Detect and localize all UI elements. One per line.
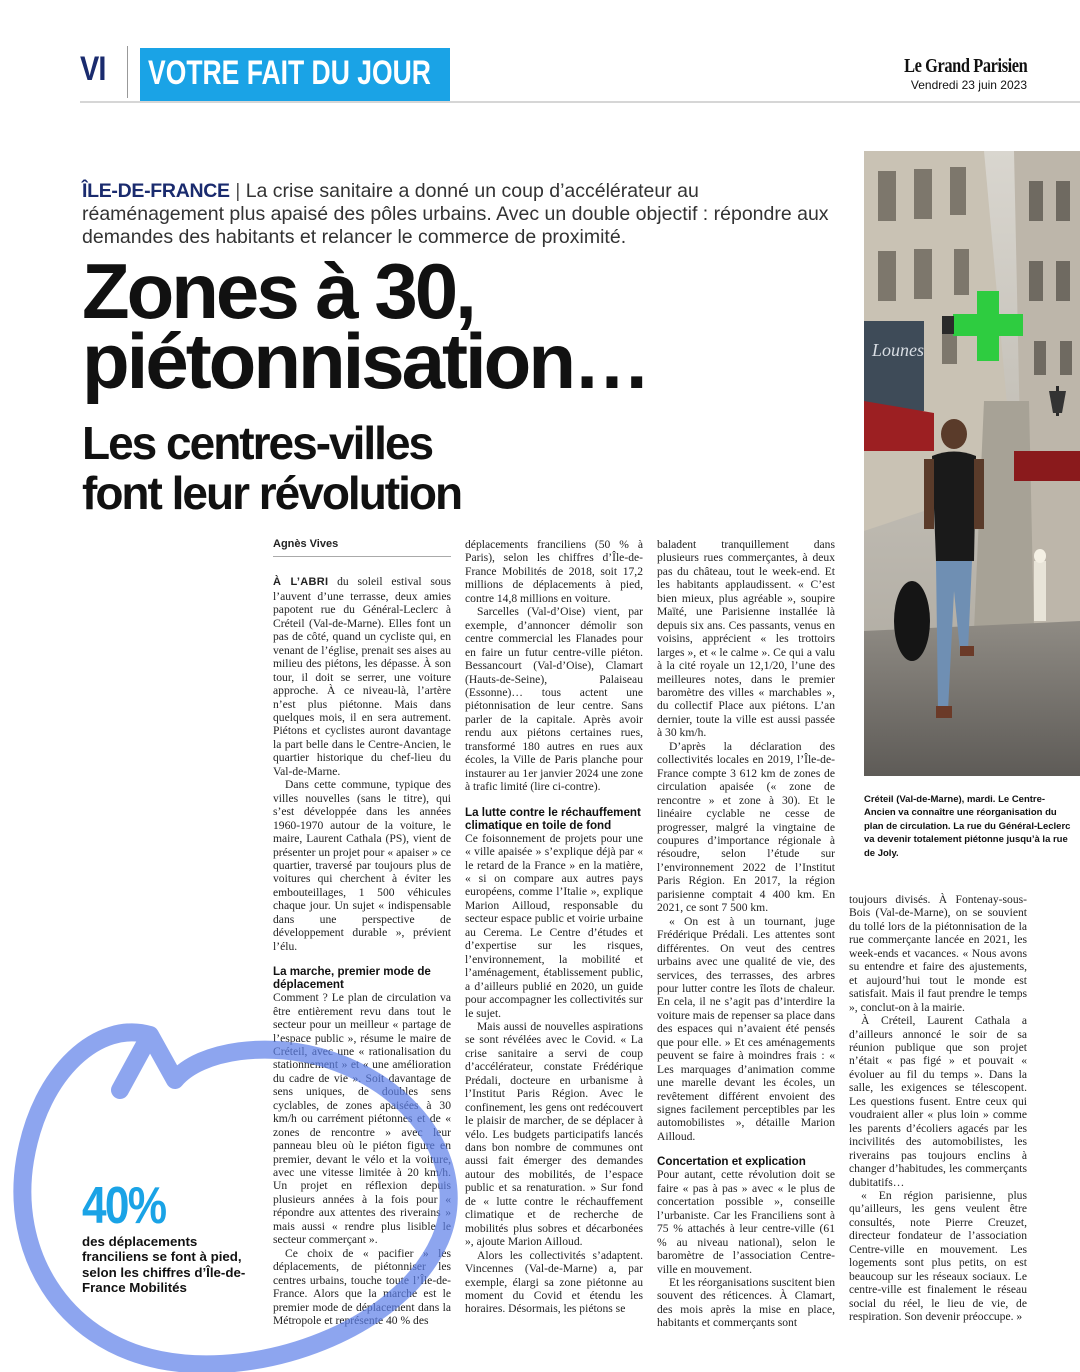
lead-in: À L’ABRI [273,576,329,589]
chapo-divider: | [235,180,241,202]
paragraph: Dans cette commune, typique des villes nouvelles (sans le titre), qui s’est développée dans les années 1960-1970 autour de la voiture, le maire, Laurent Cathala (PS), vient de présenter un projet pour « apaiser » ce quartier, traversé par toujours plus de voitures qui cherchent à éviter les embouteillages, 1 500 véhicules chaque jour. Un sujet « indispensable dans une perspective de développement durable », prévient l’élu. [273,778,451,953]
author-byline: Agnès Vives [273,538,451,557]
street-photo [864,151,1080,776]
shop-sign-text: Lounes [872,340,925,360]
stat-value: 40% [82,1177,166,1235]
paragraph: Et les réorganisations suscitent bien souvent des réticences. À Clamart, des mois après la mise en place, habitants et commerçants sont [657,1276,835,1330]
page-number: VI [80,50,106,88]
paragraph: Alors les collectivités s’adaptent. Vincennes (Val-de-Marne) a, par exemple, élargi sa zone piétonne au moment du Covid et étendu les horaires. Désormais, les piétons se [465,1248,643,1316]
intertitle: La lutte contre le réchauffement climatique en toile de fond [465,805,641,832]
article-chapo [82,180,842,249]
title-line-1: Zones à 30, [82,247,474,335]
lead-paragraph-text: du soleil estival sous l’auvent d’une terrasse, deux amies papotent rue du Général-Leclerc à Créteil (Val-de-Marne). Elles font un pas de côté, quand un cycliste qui, en venant de l’église, prenait ses aises au milieu des piétons, les dépasse. À son tour, il doit se serrer, une voiture approche. À ce niveau-là, l’artère n’est plus piétonne. Mais dans quelques mois, il en sera autrement. Piétons et cyclistes auront davantage la part belle dans le Centre-Ancien, le quartier historique du chef-lieu du Val-de-Marne. [273,575,451,778]
paragraph: D’après la déclaration des collectivités locales en 2019, l’Île-de-France compte 3 612 km de zones de circulation apaisée (« zone de rencontre » et zone à 30). Et le linéaire cyclable ne cesse de progresser, malgré la vingtaine de coupures d’importance régionale à résoudre, selon l’étude sur l’environnement 2022 de l’Institut Paris Région. En 2017, la région parisienne comptait 4 400 km. En 2021, ce sont 7 500 km. [657,739,835,915]
lead-paragraph [273,575,451,778]
newspaper-name: Le Grand Parisien [903,55,1027,77]
article-column-2 [465,538,643,1316]
article-subtitle [82,418,461,518]
street-photo-illustration [864,151,1080,776]
publication-date: Vendredi 23 juin 2023 [910,78,1027,92]
header-rule [80,101,1080,103]
paragraph: Mais aussi de nouvelles aspirations se sont révélées avec le Covid. « La crise sanitaire a servi de coup d’accélérateur, constate Frédérique Prédali, docteure en urbanisme à l’Institut Paris Région. Avec le confinement, les gens ont redécouvert le plaisir de marcher, de se déplacer à vélo. Les budgets participatifs lancés dans bon nombre de communes ont aussi fait émerger des demandes autour des mobilités, de l’espace public et sa renaturation. » Sur fond de « lutte contre le réchauffement climatique et de recherche de mobilités plus sobres et décarbonées », ajoute Marion Ailloud. [465,1019,643,1249]
paragraph: toujours divisés. À Fontenay-sous-Bois (Val-de-Marne), on se souvient du tollé lors de la piétonnisation de la rue commerçante lancée en 2021, les week-ends et vacances. « Nous avons su entendre et faire des ajustements, et aujourd’hui tout le monde est satisfait. Mais il faut prendre le temps », conclut-on à la mairie. [849,893,1027,1014]
paragraph: « On est à un tournant, juge Frédérique Prédali. Les attentes sont différentes. On veut des centres urbains avec une qualité de vie, des services, des terrasses, des arbres pour lutter contre les îlots de chaleur. En cela, il ne s’agit pas d’interdire la voiture mais de repenser sa place dans des espaces qui n’avaient été pensés que pour elle. » Et ces aménagements peuvent se faire à moindres frais : « Les marquages d’animation comme une marelle devant les écoles, un revêtement différent envoient des signes facilement perceptibles par les automobilistes », détaille Marion Ailloud. [657,914,835,1143]
article-title [82,247,648,405]
article-column-3 [657,538,835,1330]
header-separator [127,46,128,98]
chapo-text: La crise sanitaire a donné un coup d’accélérateur au réaménagement plus apaisé des pôles urbains. Avec un double objectif : répondre aux demandes des habitants et relancer le commerce de proximité. [82,180,829,248]
paragraph: À Créteil, Laurent Cathala a d’ailleurs annoncé le soir de sa réunion publique que son projet n’était « pas figé » et pouvait « évoluer au fil du temps ». Dans la salle, les exigences se télescopent. Les questions fusent. Entre ceux qui voudraient aller « plus loin » comme les parents d’écoliers agacés par les incivilités des automobilistes, les riverains pas toujours enclins à changer d’habitudes, les commerçants dubitatifs… [849,1014,1027,1189]
article-column-1 [273,538,451,1327]
paragraph: Ce foisonnement de projets pour une « ville apaisée » s’explique déjà par « le retard de la France » en la matière, « si on compare aux autres pays européens, comme l’Italie », explique Marion Ailloud, responsable du secteur espace public et voirie urbaine au Cerema. Le Centre d’études et d’expertise sur les risques, l’environnement, la mobilité et l’aménagement, établissement public, a d’ailleurs publié en 2020, un guide pour accompagner les collectivités sur le sujet. [465,831,643,1020]
subtitle-line-2: font leur révolution [82,467,462,519]
section-banner [140,48,450,102]
section-title: VOTRE FAIT DU JOUR [148,54,431,92]
region-tag: ÎLE-DE-FRANCE [82,180,230,202]
paragraph: déplacements franciliens (50 % à Paris), selon les chiffres d’Île-de-France Mobilités de 2018, soit 17,2 millions de déplacements à pied, contre 14,8 millions en voiture. [465,538,643,605]
article-column-4 [849,893,1027,1324]
photo-caption: Créteil (Val-de-Marne), mardi. Le Centre-Ancien va connaître une réorganisation du plan de circulation. La rue du Général-Leclerc va devenir totalement piétonne jusqu’à la rue de Joly. [864,794,1071,859]
stat-description: des déplacements franciliens se font à pied, selon les chiffres d’Île-de-France Mobilités [82,1234,246,1296]
paragraph: Pour autant, cette révolution doit se faire « pas à pas » avec « le plus de concertation possible », conseille l’urbaniste. Car les Franciliens sont à 75 % attachés à leur centre-ville (61 % au niveau national), selon le baromètre de l’association Centre-ville en mouvement. [657,1168,835,1276]
intertitle: La marche, premier mode de déplacement [273,965,431,992]
paragraph: Comment ? Le plan de circulation va être entièrement revu dans tout le secteur pour un meilleur « partage de l’espace public », résume le maire de Créteil, avec une « rationalisation du stationnement » et « une amélioration du cadre de vie ». Soit davantage de sens uniques, de doubles sens cyclables, de zones apaisées à 30 km/h ou carrément piétonnes et de « zones de rencontre » avec leur panneau bleu où le piéton figure en premier, devant le vélo et la voiture, avec une vitesse limitée à 20 km/h. Un projet en réflexion depuis plusieurs années à la fois pour « répondre aux attentes des riverains » mais aussi « rendre plus lisible le secteur commerçant ». [273,991,451,1247]
subtitle-line-1: Les centres-villes [82,417,433,469]
paragraph: Sarcelles (Val-d’Oise) vient, par exemple, d’annoncer démolir son centre commercial les Flanades pour en faire un futur centre-ville piéton. Bessancourt (Val-d’Oise), Clamart (Hauts-de-Seine), Palaiseau (Essonne)… tous actent une piétonnisation de leur centre. Sans parler de la capitale. Après avoir rendu aux piétons certaines rues, transformé 180 autres en rues aux écoles, la Ville de Paris planche pour instaurer au 1er janvier 2024 une zone à trafic limité (lire ci-contre). [465,605,643,794]
paragraph: baladent tranquillement dans plusieurs rues commerçantes, à deux pas du château, tout le week-end. Et les habitants applaudissent. « C’est bien mieux, plus agréable », soupire Maïté, une Parisienne installée là depuis six ans. Ces passants, venus en voisins, apprécient « les trottoirs larges », et « le calme ». Ce qui a valu à la cité royale un 12,1/20, l’une des meilleures notes, dans le premier baromètre des villes « marchables », du collectif Place aux piétons. L’an dernier, toute la ville est aussi passée à 30 km/h. [657,538,835,740]
paragraph: « En région parisienne, plus qu’ailleurs, les gens veulent être consultés, note Pierre Creuzet, directeur fondateur de l’association Centre-ville en mouvement. Les logements sont plus petits, on est beaucoup sur les réseaux sociaux. Le centre-ville est finalement le réseau social du réel, le lieu de vie, de respiration. Son devenir préoccupe. » [849,1188,1027,1324]
intertitle: Concertation et explication [657,1155,806,1169]
paragraph: Ce choix de « pacifier » les déplacements, de piétonniser les centres urbains, touche toute l’Île-de-France. Alors que la marche est le premier mode de déplacement dans la Métropole et représente 40 % des [273,1246,451,1328]
title-line-2: piétonnisation… [82,317,648,405]
